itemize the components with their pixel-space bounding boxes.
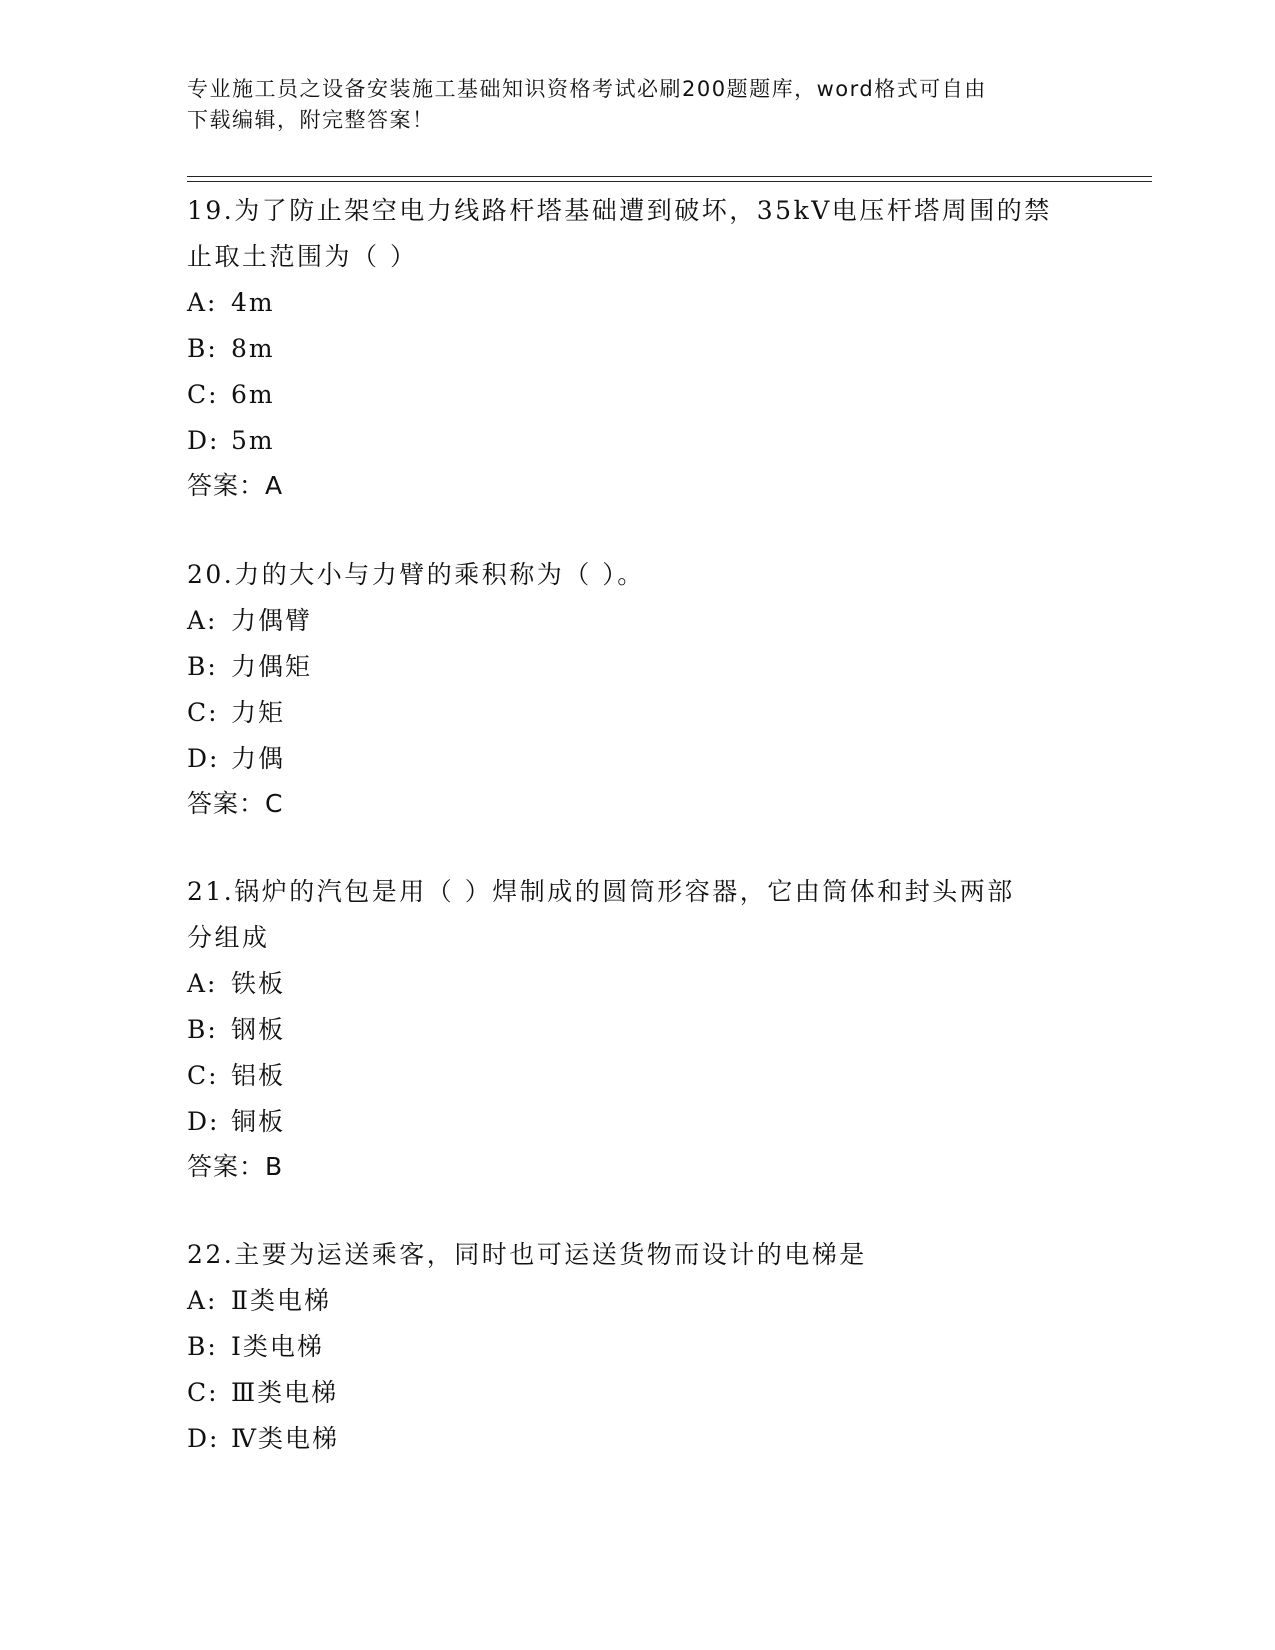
option-text: 铝板 bbox=[231, 1061, 286, 1090]
option-text: 力矩 bbox=[231, 698, 286, 727]
option-d bbox=[187, 1416, 1087, 1462]
option-label: D: bbox=[187, 426, 220, 455]
option-label: C: bbox=[187, 380, 219, 409]
option-label: D: bbox=[187, 744, 220, 773]
option-text: 8m bbox=[231, 334, 275, 363]
option-c bbox=[187, 690, 1087, 736]
option-text: 4m bbox=[231, 288, 275, 317]
option-b bbox=[187, 644, 1087, 690]
option-text: Ⅲ类电梯 bbox=[231, 1378, 339, 1407]
answer-line: 答案：A bbox=[187, 471, 284, 500]
option-text: 铁板 bbox=[231, 969, 286, 998]
option-text: 力偶矩 bbox=[231, 652, 313, 681]
option-label: B: bbox=[187, 334, 218, 363]
header-line-1: 专业施工员之设备安装施工基础知识资格考试必刷200题题库，word格式可自由 bbox=[187, 77, 987, 101]
option-b bbox=[187, 1324, 1087, 1370]
option-text: 5m bbox=[231, 426, 275, 455]
option-text: 6m bbox=[231, 380, 275, 409]
option-label: B: bbox=[187, 652, 218, 681]
option-a bbox=[187, 1278, 1087, 1324]
question-19 bbox=[187, 188, 1087, 508]
option-text: Ⅳ类电梯 bbox=[231, 1424, 339, 1453]
option-label: D: bbox=[187, 1424, 220, 1453]
option-text: Ⅱ类电梯 bbox=[231, 1286, 331, 1315]
option-label: C: bbox=[187, 698, 219, 727]
header-line-2: 下载编辑，附完整答案！ bbox=[187, 108, 435, 132]
option-label: B: bbox=[187, 1015, 218, 1044]
question-22 bbox=[187, 1232, 1087, 1462]
option-label: C: bbox=[187, 1061, 219, 1090]
option-c bbox=[187, 1053, 1087, 1099]
option-text: 铜板 bbox=[231, 1107, 286, 1136]
question-21 bbox=[187, 869, 1087, 1189]
option-c bbox=[187, 372, 1087, 418]
option-label: A: bbox=[187, 288, 218, 317]
option-label: D: bbox=[187, 1107, 220, 1136]
option-text: 力偶臂 bbox=[231, 606, 313, 635]
option-a bbox=[187, 598, 1087, 644]
option-text: 钢板 bbox=[231, 1015, 286, 1044]
question-stem-line-1: 20.力的大小与力臂的乘积称为（ ）。 bbox=[187, 560, 645, 589]
question-stem-line-2: 分组成 bbox=[187, 923, 270, 952]
option-label: B: bbox=[187, 1332, 218, 1361]
option-b bbox=[187, 326, 1087, 372]
option-label: A: bbox=[187, 1286, 218, 1315]
answer-line: 答案：C bbox=[187, 789, 284, 818]
question-stem-line-1: 22.主要为运送乘客，同时也可运送货物而设计的电梯是 bbox=[187, 1240, 867, 1269]
question-20 bbox=[187, 552, 1087, 826]
header-divider-top bbox=[187, 176, 1152, 177]
option-label: A: bbox=[187, 606, 218, 635]
option-a bbox=[187, 280, 1087, 326]
option-label: C: bbox=[187, 1378, 219, 1407]
option-d bbox=[187, 418, 1087, 464]
option-text: 力偶 bbox=[231, 744, 286, 773]
question-stem-line-2: 止取土范围为（ ） bbox=[187, 242, 418, 271]
question-stem-line-1: 21.锅炉的汽包是用（ ）焊制成的圆筒形容器，它由筒体和封头两部 bbox=[187, 877, 1015, 906]
option-d bbox=[187, 1099, 1087, 1145]
option-label: A: bbox=[187, 969, 218, 998]
header-divider-bottom bbox=[187, 181, 1152, 182]
option-c bbox=[187, 1370, 1087, 1416]
document-header bbox=[187, 74, 1087, 136]
option-b bbox=[187, 1007, 1087, 1053]
option-a bbox=[187, 961, 1087, 1007]
question-stem-line-1: 19.为了防止架空电力线路杆塔基础遭到破坏，35kV电压杆塔周围的禁 bbox=[187, 196, 1052, 225]
answer-line: 答案：B bbox=[187, 1152, 284, 1181]
option-text: Ⅰ类电梯 bbox=[231, 1332, 324, 1361]
option-d bbox=[187, 736, 1087, 782]
